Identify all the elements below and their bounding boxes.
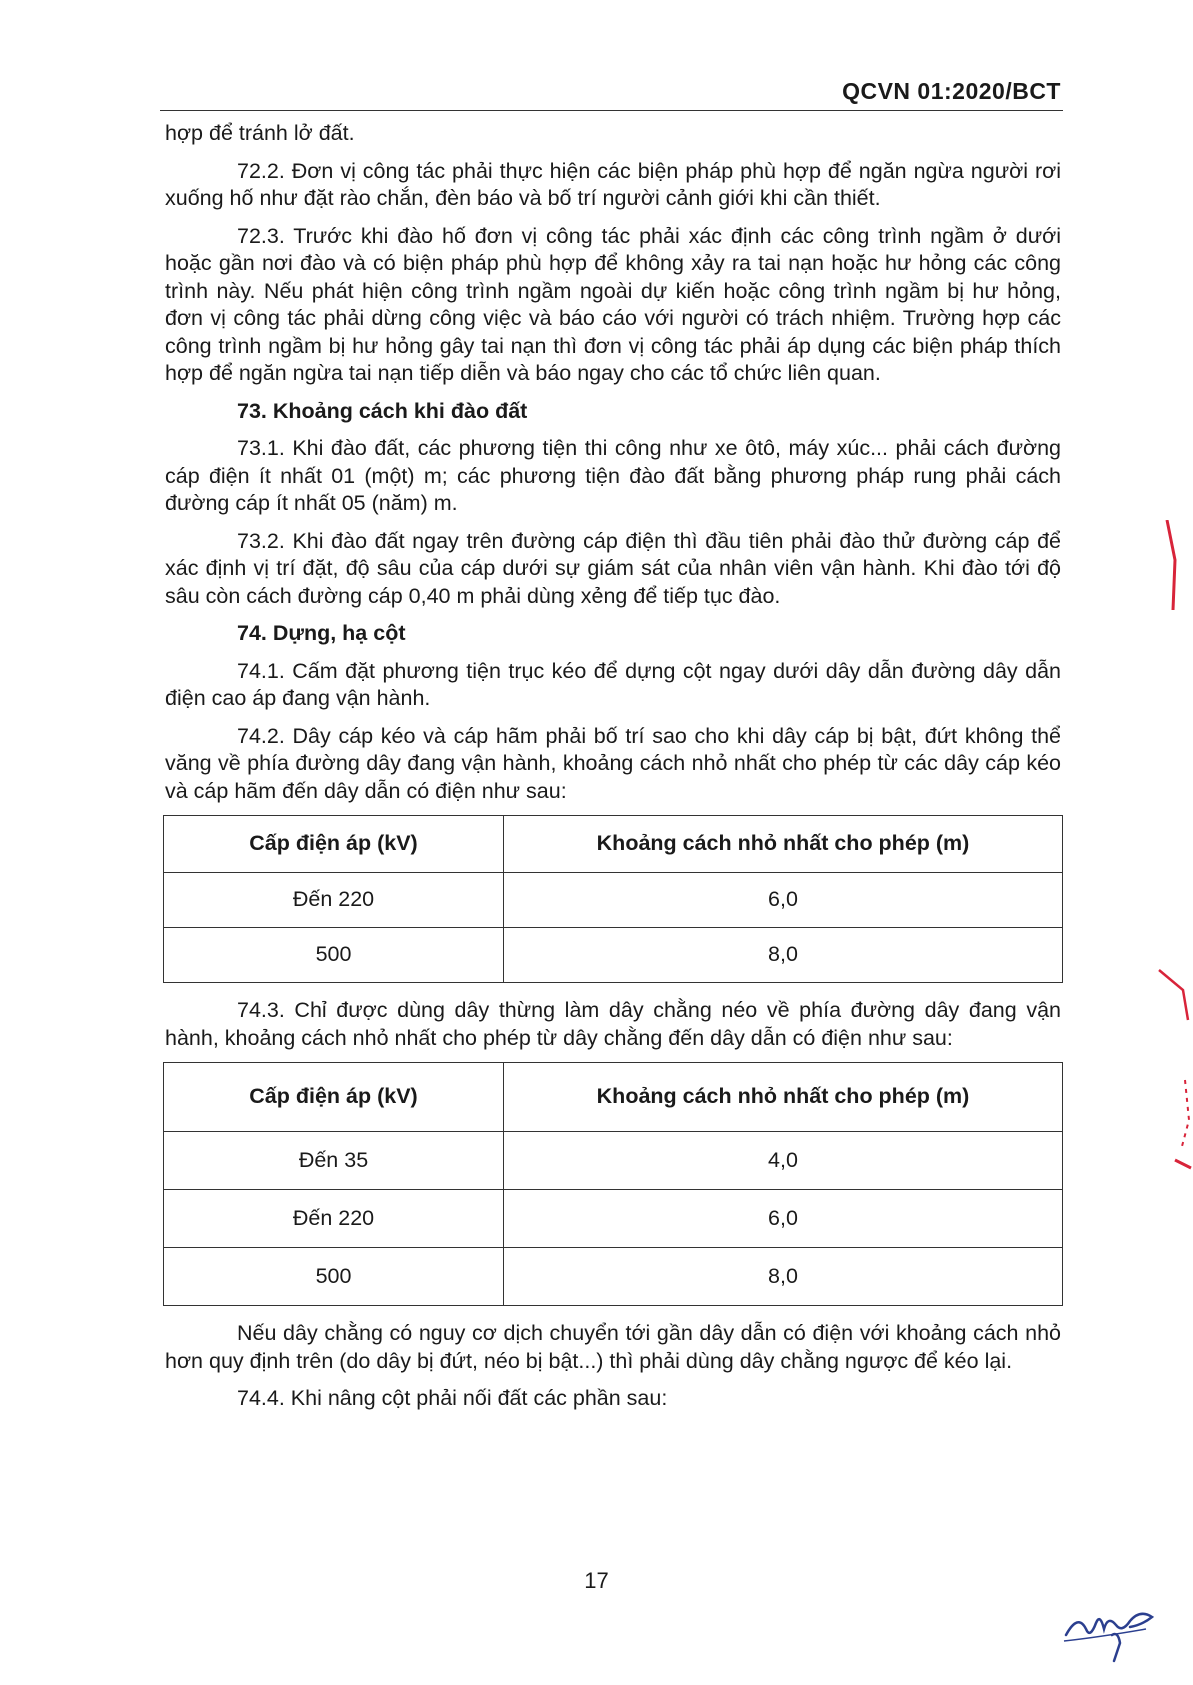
table-cell-voltage: Đến 220 bbox=[164, 1190, 504, 1248]
paragraph-continuation: hợp để tránh lở đất. bbox=[165, 121, 355, 145]
paragraph-74-4: 74.4. Khi nâng cột phải nối đất các phần sau: bbox=[237, 1386, 668, 1410]
table-cell-distance: 6,0 bbox=[504, 1190, 1063, 1248]
paragraph-74-3: 74.3. Chỉ được dùng dây thừng làm dây chằng néo về phía đường dây đang vận hành, khoảng cách nhỏ nhất cho phép từ dây chằng đến dây dẫn có điện như sau: bbox=[165, 998, 1061, 1050]
table-header-distance: Khoảng cách nhỏ nhất cho phép (m) bbox=[504, 816, 1063, 873]
paragraph-73-1: 73.1. Khi đào đất, các phương tiện thi công như xe ôtô, máy xúc... phải cách đường cáp điện ít nhất 01 (một) m; các phương tiện đào đất bằng phương pháp rung phải cách đường cáp ít nhất 05 (năm) m. bbox=[165, 436, 1061, 515]
table-row bbox=[164, 928, 1063, 983]
table-header-distance: Khoảng cách nhỏ nhất cho phép (m) bbox=[504, 1063, 1063, 1132]
paragraph-74-2: 74.2. Dây cáp kéo và cáp hãm phải bố trí sao cho khi dây cáp bị bật, đứt không thể văng về phía đường dây đang vận hành, khoảng cách nhỏ nhất cho phép từ các dây cáp kéo và cáp hãm đến dây dẫn có điện như sau: bbox=[165, 723, 1061, 803]
section-73-heading: 73. Khoảng cách khi đào đất bbox=[237, 398, 528, 423]
table-row bbox=[164, 1190, 1063, 1248]
distance-table-cables bbox=[163, 815, 1063, 983]
table-cell-distance: 6,0 bbox=[504, 873, 1063, 928]
distance-table-ropes bbox=[163, 1062, 1063, 1306]
paragraph-74-3-note: Nếu dây chằng có nguy cơ dịch chuyển tới gần dây dẫn có điện với khoảng cách nhỏ hơn quy định trên (do dây bị đứt, néo bị bật...) thì phải dùng dây chằng ngược để kéo lại. bbox=[165, 1321, 1061, 1373]
paragraph-74-1: 74.1. Cấm đặt phương tiện trục kéo để dựng cột ngay dưới dây dẫn đường dây dẫn điện cao áp đang vận hành. bbox=[165, 658, 1061, 710]
table-header-row bbox=[164, 1063, 1063, 1132]
seal-stamp-fragment bbox=[1155, 520, 1193, 1170]
standard-code: QCVN 01:2020/BCT bbox=[842, 78, 1061, 104]
table-cell-distance: 8,0 bbox=[504, 1248, 1063, 1306]
header-rule bbox=[160, 110, 1063, 111]
table-cell-voltage: 500 bbox=[164, 928, 504, 983]
table-header-voltage: Cấp điện áp (kV) bbox=[164, 816, 504, 873]
table-row bbox=[164, 873, 1063, 928]
document-body bbox=[165, 120, 1061, 1423]
signature-icon bbox=[1060, 1595, 1170, 1665]
table-header-voltage: Cấp điện áp (kV) bbox=[164, 1063, 504, 1132]
table-row bbox=[164, 1248, 1063, 1306]
page-number: 17 bbox=[584, 1568, 609, 1593]
paragraph-73-2: 73.2. Khi đào đất ngay trên đường cáp điện thì đầu tiên phải đào thử đường cáp để xác định vị trí đặt, độ sâu của cáp dưới sự giám sát của nhân viên vận hành. Khi đào tới độ sâu còn cách đường cáp 0,40 m phải dùng xẻng để tiếp tục đào. bbox=[165, 528, 1061, 608]
table-cell-voltage: 500 bbox=[164, 1248, 504, 1306]
table-cell-voltage: Đến 35 bbox=[164, 1132, 504, 1190]
section-74-heading: 74. Dựng, hạ cột bbox=[237, 621, 406, 645]
table-header-row bbox=[164, 816, 1063, 873]
table-cell-distance: 4,0 bbox=[504, 1132, 1063, 1190]
table-cell-voltage: Đến 220 bbox=[164, 873, 504, 928]
paragraph-72-2: 72.2. Đơn vị công tác phải thực hiện các biện pháp phù hợp để ngăn ngừa người rơi xuống hố như đặt rào chắn, đèn báo và bố trí người cảnh giới khi cần thiết. bbox=[165, 158, 1061, 210]
table-cell-distance: 8,0 bbox=[504, 928, 1063, 983]
paragraph-72-3: 72.3. Trước khi đào hố đơn vị công tác phải xác định các công trình ngầm ở dưới hoặc gần nơi đào và có biện pháp phù hợp để không xảy ra tai nạn hoặc hư hỏng các công trình này. Nếu phát hiện công trình ngầm ngoài dự kiến hoặc công trình ngầm bị hư hỏng, đơn vị công tác phải dừng công việc và báo cáo với người có trách nhiệm. Trường hợp các công trình ngầm bị hư hỏng gây tai nạn thì đơn vị công tác phải áp dụng các biện pháp thích hợp để ngăn ngừa tai nạn tiếp diễn và báo ngay cho các tổ chức liên quan. bbox=[165, 223, 1061, 385]
table-row bbox=[164, 1132, 1063, 1190]
